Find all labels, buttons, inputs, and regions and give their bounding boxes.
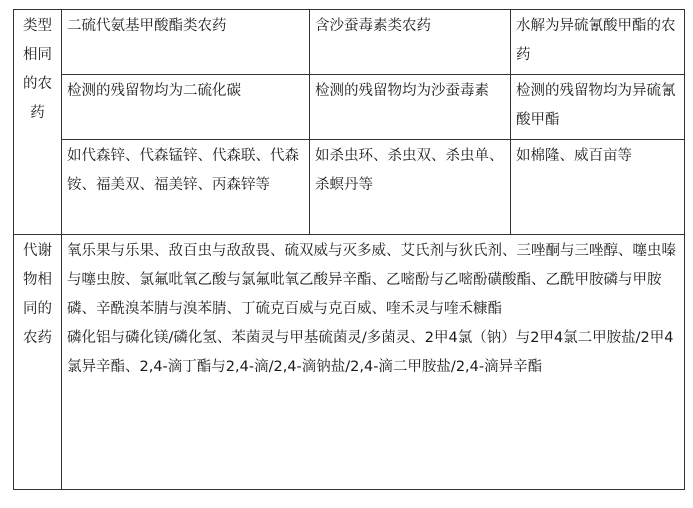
column-header-mitc: 水解为异硫氰酸甲酯的农药 (516, 18, 676, 63)
table-row-headers (14, 10, 685, 75)
table-cell (511, 140, 685, 235)
table-row-examples (14, 140, 685, 235)
table-row-residue (14, 75, 685, 140)
table-cell (62, 10, 310, 75)
table-cell (310, 140, 511, 235)
examples-text-dithiocarbamate: 如代森锌、代森锰锌、代森联、代森铵、福美双、福美锌、丙森锌等 (67, 148, 299, 193)
table-cell (62, 75, 310, 140)
metabolite-label: 代谢物相同的农药 (23, 243, 52, 346)
table-cell (511, 10, 685, 75)
column-header-nereistoxin: 含沙蚕毒素类农药 (315, 18, 431, 34)
table-cell (310, 10, 511, 75)
residue-text-mitc: 检测的残留物均为异硫氰酸甲酯 (516, 83, 676, 128)
column-header-dithiocarbamate: 二硫代氨基甲酸酯类农药 (67, 18, 227, 34)
metabolite-paragraph-2: 磷化铝与磷化镁/磷化氢、苯菌灵与甲基硫菌灵/多菌灵、2甲4氯（钠）与2甲4氯二甲胺盐/2甲4氯异辛酯、2,4-滴丁酯与2,4-滴/2,4-滴钠盐/2,4-滴二甲胺盐/2,4-滴异辛酯 (67, 330, 674, 375)
metabolite-label-cell (14, 235, 62, 490)
pesticide-residue-table (13, 9, 685, 490)
residue-text-dithiocarbamate: 检测的残留物均为二硫化碳 (67, 83, 241, 99)
table-row-metabolite (14, 235, 685, 490)
table-cell (310, 75, 511, 140)
same-class-label: 类型相同的农药 (23, 18, 52, 121)
table-cell (511, 75, 685, 140)
metabolite-content-cell (62, 235, 685, 490)
table-cell (62, 140, 310, 235)
examples-text-nereistoxin: 如杀虫环、杀虫双、杀虫单、杀螟丹等 (315, 148, 504, 193)
metabolite-paragraph-1: 氧乐果与乐果、敌百虫与敌敌畏、硫双威与灭多威、艾氏剂与狄氏剂、三唑酮与三唑醇、噻虫嗪与噻虫胺、氯氟吡氧乙酸与氯氟吡氧乙酸异辛酯、乙嘧酚与乙嘧酚磺酸酯、乙酰甲胺磷与甲胺磷、辛酰溴苯腈与溴苯腈、丁硫克百威与克百威、喹禾灵与喹禾糠酯 (67, 243, 676, 317)
residue-text-nereistoxin: 检测的残留物均为沙蚕毒素 (315, 83, 489, 99)
same-class-label-cell (14, 10, 62, 235)
examples-text-mitc: 如棉隆、威百亩等 (516, 148, 632, 164)
